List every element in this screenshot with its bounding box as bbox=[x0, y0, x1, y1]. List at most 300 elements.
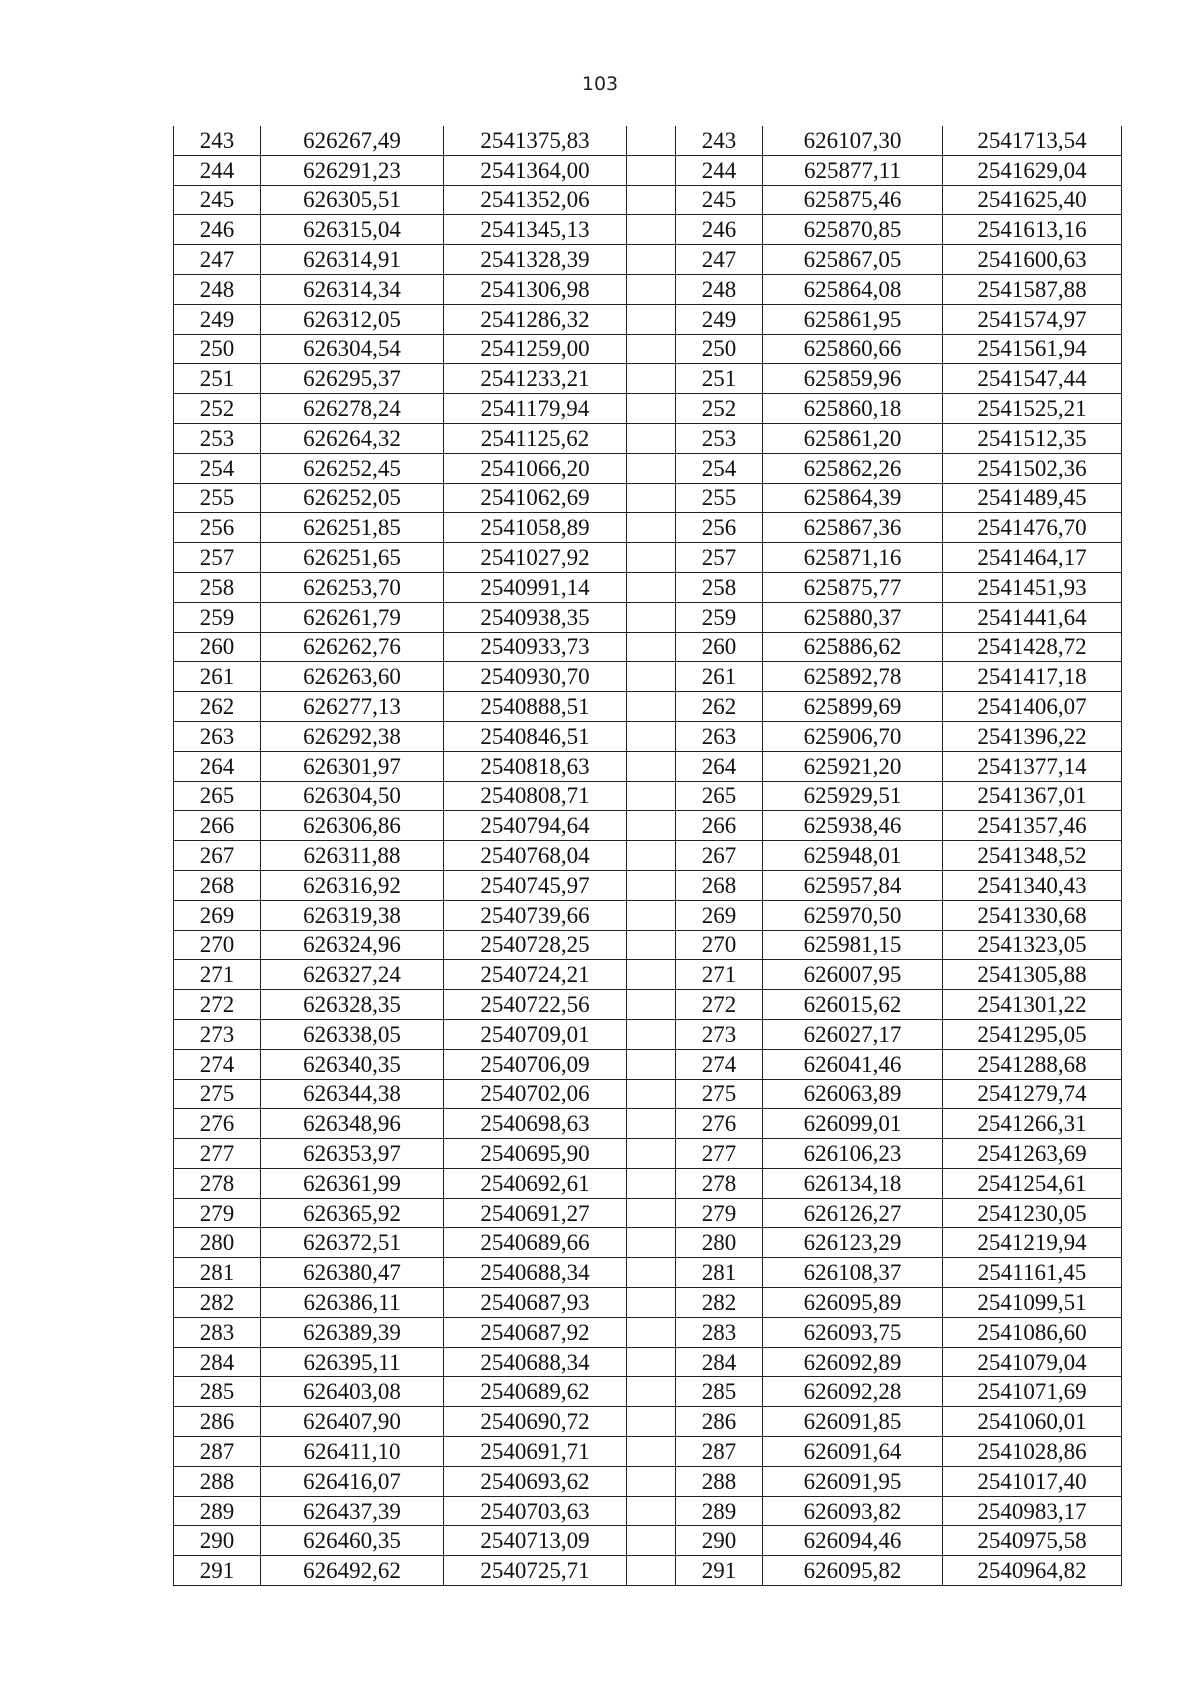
y-coordinate-cell: 2541476,70 bbox=[943, 513, 1122, 543]
table-row bbox=[174, 513, 1122, 543]
x-coordinate-cell: 625861,95 bbox=[763, 304, 943, 334]
point-number-cell: 270 bbox=[676, 930, 763, 960]
x-coordinate-cell: 625886,62 bbox=[763, 632, 943, 662]
x-coordinate-cell: 625929,51 bbox=[763, 781, 943, 811]
point-number-cell: 263 bbox=[676, 721, 763, 751]
y-coordinate-cell: 2541028,86 bbox=[943, 1437, 1122, 1467]
y-coordinate-cell: 2540768,04 bbox=[444, 841, 627, 871]
table-row bbox=[174, 930, 1122, 960]
spacer-cell bbox=[627, 811, 676, 841]
y-coordinate-cell: 2541713,54 bbox=[943, 126, 1122, 155]
point-number-cell: 282 bbox=[174, 1288, 261, 1318]
y-coordinate-cell: 2541306,98 bbox=[444, 274, 627, 304]
x-coordinate-cell: 626492,62 bbox=[261, 1556, 444, 1586]
table-row bbox=[174, 751, 1122, 781]
x-coordinate-cell: 626365,92 bbox=[261, 1198, 444, 1228]
x-coordinate-cell: 626292,38 bbox=[261, 721, 444, 751]
table-row bbox=[174, 721, 1122, 751]
table-row bbox=[174, 543, 1122, 573]
table-row bbox=[174, 274, 1122, 304]
y-coordinate-cell: 2541489,45 bbox=[943, 483, 1122, 513]
y-coordinate-cell: 2541377,14 bbox=[943, 751, 1122, 781]
y-coordinate-cell: 2541547,44 bbox=[943, 364, 1122, 394]
point-number-cell: 285 bbox=[174, 1377, 261, 1407]
table-row bbox=[174, 1377, 1122, 1407]
spacer-cell bbox=[627, 543, 676, 573]
point-number-cell: 255 bbox=[174, 483, 261, 513]
y-coordinate-cell: 2541348,52 bbox=[943, 841, 1122, 871]
point-number-cell: 283 bbox=[174, 1317, 261, 1347]
y-coordinate-cell: 2541417,18 bbox=[943, 662, 1122, 692]
spacer-cell bbox=[627, 334, 676, 364]
y-coordinate-cell: 2540702,06 bbox=[444, 1079, 627, 1109]
table-row bbox=[174, 1407, 1122, 1437]
point-number-cell: 249 bbox=[174, 304, 261, 334]
y-coordinate-cell: 2541295,05 bbox=[943, 1019, 1122, 1049]
x-coordinate-cell: 626091,85 bbox=[763, 1407, 943, 1437]
x-coordinate-cell: 626324,96 bbox=[261, 930, 444, 960]
y-coordinate-cell: 2541600,63 bbox=[943, 245, 1122, 275]
x-coordinate-cell: 625862,26 bbox=[763, 453, 943, 483]
table-row bbox=[174, 602, 1122, 632]
point-number-cell: 278 bbox=[174, 1168, 261, 1198]
y-coordinate-cell: 2541027,92 bbox=[444, 543, 627, 573]
point-number-cell: 245 bbox=[174, 185, 261, 215]
x-coordinate-cell: 625921,20 bbox=[763, 751, 943, 781]
point-number-cell: 288 bbox=[676, 1466, 763, 1496]
y-coordinate-cell: 2541230,05 bbox=[943, 1198, 1122, 1228]
point-number-cell: 256 bbox=[676, 513, 763, 543]
point-number-cell: 247 bbox=[676, 245, 763, 275]
x-coordinate-cell: 625867,05 bbox=[763, 245, 943, 275]
point-number-cell: 243 bbox=[676, 126, 763, 155]
point-number-cell: 253 bbox=[676, 423, 763, 453]
y-coordinate-cell: 2541451,93 bbox=[943, 572, 1122, 602]
x-coordinate-cell: 626328,35 bbox=[261, 990, 444, 1020]
y-coordinate-cell: 2540933,73 bbox=[444, 632, 627, 662]
point-number-cell: 282 bbox=[676, 1288, 763, 1318]
y-coordinate-cell: 2541330,68 bbox=[943, 900, 1122, 930]
point-number-cell: 272 bbox=[174, 990, 261, 1020]
y-coordinate-cell: 2540888,51 bbox=[444, 692, 627, 722]
point-number-cell: 254 bbox=[174, 453, 261, 483]
point-number-cell: 252 bbox=[676, 394, 763, 424]
y-coordinate-cell: 2541352,06 bbox=[444, 185, 627, 215]
point-number-cell: 253 bbox=[174, 423, 261, 453]
x-coordinate-cell: 626094,46 bbox=[763, 1526, 943, 1556]
x-coordinate-cell: 626340,35 bbox=[261, 1049, 444, 1079]
spacer-cell bbox=[627, 304, 676, 334]
spacer-cell bbox=[627, 245, 676, 275]
spacer-cell bbox=[627, 453, 676, 483]
point-number-cell: 251 bbox=[676, 364, 763, 394]
x-coordinate-cell: 625957,84 bbox=[763, 870, 943, 900]
y-coordinate-cell: 2540794,64 bbox=[444, 811, 627, 841]
y-coordinate-cell: 2541233,21 bbox=[444, 364, 627, 394]
point-number-cell: 273 bbox=[676, 1019, 763, 1049]
spacer-cell bbox=[627, 900, 676, 930]
x-coordinate-cell: 626407,90 bbox=[261, 1407, 444, 1437]
x-coordinate-cell: 625875,46 bbox=[763, 185, 943, 215]
y-coordinate-cell: 2541396,22 bbox=[943, 721, 1122, 751]
spacer-cell bbox=[627, 870, 676, 900]
x-coordinate-cell: 625899,69 bbox=[763, 692, 943, 722]
x-coordinate-cell: 626093,75 bbox=[763, 1317, 943, 1347]
point-number-cell: 260 bbox=[174, 632, 261, 662]
y-coordinate-cell: 2540689,62 bbox=[444, 1377, 627, 1407]
point-number-cell: 280 bbox=[676, 1228, 763, 1258]
spacer-cell bbox=[627, 662, 676, 692]
y-coordinate-cell: 2541328,39 bbox=[444, 245, 627, 275]
x-coordinate-cell: 626361,99 bbox=[261, 1168, 444, 1198]
x-coordinate-cell: 626041,46 bbox=[763, 1049, 943, 1079]
y-coordinate-cell: 2541062,69 bbox=[444, 483, 627, 513]
table-row bbox=[174, 1437, 1122, 1467]
x-coordinate-cell: 625864,39 bbox=[763, 483, 943, 513]
spacer-cell bbox=[627, 126, 676, 155]
y-coordinate-cell: 2541625,40 bbox=[943, 185, 1122, 215]
x-coordinate-cell: 626264,32 bbox=[261, 423, 444, 453]
point-number-cell: 268 bbox=[174, 870, 261, 900]
y-coordinate-cell: 2541161,45 bbox=[943, 1258, 1122, 1288]
x-coordinate-cell: 626305,51 bbox=[261, 185, 444, 215]
x-coordinate-cell: 626437,39 bbox=[261, 1496, 444, 1526]
x-coordinate-cell: 626251,85 bbox=[261, 513, 444, 543]
point-number-cell: 259 bbox=[174, 602, 261, 632]
table-row bbox=[174, 1317, 1122, 1347]
point-number-cell: 267 bbox=[676, 841, 763, 871]
point-number-cell: 269 bbox=[174, 900, 261, 930]
table-row bbox=[174, 1466, 1122, 1496]
table-row bbox=[174, 126, 1122, 155]
point-number-cell: 283 bbox=[676, 1317, 763, 1347]
point-number-cell: 290 bbox=[174, 1526, 261, 1556]
spacer-cell bbox=[627, 572, 676, 602]
x-coordinate-cell: 626027,17 bbox=[763, 1019, 943, 1049]
table-row bbox=[174, 1496, 1122, 1526]
y-coordinate-cell: 2540728,25 bbox=[444, 930, 627, 960]
point-number-cell: 290 bbox=[676, 1526, 763, 1556]
spacer-cell bbox=[627, 1049, 676, 1079]
point-number-cell: 276 bbox=[174, 1109, 261, 1139]
y-coordinate-cell: 2541367,01 bbox=[943, 781, 1122, 811]
y-coordinate-cell: 2540975,58 bbox=[943, 1526, 1122, 1556]
y-coordinate-cell: 2541406,07 bbox=[943, 692, 1122, 722]
point-number-cell: 270 bbox=[174, 930, 261, 960]
spacer-cell bbox=[627, 960, 676, 990]
x-coordinate-cell: 626092,28 bbox=[763, 1377, 943, 1407]
x-coordinate-cell: 626312,05 bbox=[261, 304, 444, 334]
y-coordinate-cell: 2540724,21 bbox=[444, 960, 627, 990]
x-coordinate-cell: 625861,20 bbox=[763, 423, 943, 453]
point-number-cell: 277 bbox=[676, 1139, 763, 1169]
point-number-cell: 258 bbox=[676, 572, 763, 602]
spacer-cell bbox=[627, 990, 676, 1020]
spacer-cell bbox=[627, 1347, 676, 1377]
y-coordinate-cell: 2540808,71 bbox=[444, 781, 627, 811]
point-number-cell: 246 bbox=[676, 215, 763, 245]
spacer-cell bbox=[627, 215, 676, 245]
point-number-cell: 261 bbox=[174, 662, 261, 692]
table-row bbox=[174, 841, 1122, 871]
point-number-cell: 275 bbox=[676, 1079, 763, 1109]
point-number-cell: 255 bbox=[676, 483, 763, 513]
point-number-cell: 250 bbox=[676, 334, 763, 364]
y-coordinate-cell: 2541502,36 bbox=[943, 453, 1122, 483]
x-coordinate-cell: 626316,92 bbox=[261, 870, 444, 900]
point-number-cell: 288 bbox=[174, 1466, 261, 1496]
point-number-cell: 254 bbox=[676, 453, 763, 483]
y-coordinate-cell: 2541086,60 bbox=[943, 1317, 1122, 1347]
point-number-cell: 266 bbox=[676, 811, 763, 841]
table-row bbox=[174, 692, 1122, 722]
point-number-cell: 264 bbox=[174, 751, 261, 781]
x-coordinate-cell: 626093,82 bbox=[763, 1496, 943, 1526]
y-coordinate-cell: 2540687,93 bbox=[444, 1288, 627, 1318]
x-coordinate-cell: 626095,89 bbox=[763, 1288, 943, 1318]
table-row bbox=[174, 960, 1122, 990]
y-coordinate-cell: 2541017,40 bbox=[943, 1466, 1122, 1496]
point-number-cell: 263 bbox=[174, 721, 261, 751]
spacer-cell bbox=[627, 1079, 676, 1109]
spacer-cell bbox=[627, 1496, 676, 1526]
y-coordinate-cell: 2541301,22 bbox=[943, 990, 1122, 1020]
x-coordinate-cell: 626126,27 bbox=[763, 1198, 943, 1228]
y-coordinate-cell: 2541323,05 bbox=[943, 930, 1122, 960]
point-number-cell: 291 bbox=[676, 1556, 763, 1586]
table-row bbox=[174, 1019, 1122, 1049]
y-coordinate-cell: 2541266,31 bbox=[943, 1109, 1122, 1139]
x-coordinate-cell: 626091,95 bbox=[763, 1466, 943, 1496]
x-coordinate-cell: 626251,65 bbox=[261, 543, 444, 573]
table-row bbox=[174, 453, 1122, 483]
spacer-cell bbox=[627, 781, 676, 811]
x-coordinate-cell: 626344,38 bbox=[261, 1079, 444, 1109]
y-coordinate-cell: 2541259,00 bbox=[444, 334, 627, 364]
point-number-cell: 284 bbox=[174, 1347, 261, 1377]
point-number-cell: 279 bbox=[174, 1198, 261, 1228]
table-row bbox=[174, 870, 1122, 900]
spacer-cell bbox=[627, 1019, 676, 1049]
x-coordinate-cell: 626134,18 bbox=[763, 1168, 943, 1198]
point-number-cell: 246 bbox=[174, 215, 261, 245]
x-coordinate-cell: 625867,36 bbox=[763, 513, 943, 543]
spacer-cell bbox=[627, 602, 676, 632]
y-coordinate-cell: 2541428,72 bbox=[943, 632, 1122, 662]
x-coordinate-cell: 626315,04 bbox=[261, 215, 444, 245]
point-number-cell: 271 bbox=[676, 960, 763, 990]
y-coordinate-cell: 2540818,63 bbox=[444, 751, 627, 781]
point-number-cell: 277 bbox=[174, 1139, 261, 1169]
x-coordinate-cell: 626108,37 bbox=[763, 1258, 943, 1288]
y-coordinate-cell: 2541099,51 bbox=[943, 1288, 1122, 1318]
table-row bbox=[174, 394, 1122, 424]
spacer-cell bbox=[627, 185, 676, 215]
x-coordinate-cell: 626252,05 bbox=[261, 483, 444, 513]
spacer-cell bbox=[627, 513, 676, 543]
point-number-cell: 266 bbox=[174, 811, 261, 841]
table-row bbox=[174, 1347, 1122, 1377]
x-coordinate-cell: 626092,89 bbox=[763, 1347, 943, 1377]
spacer-cell bbox=[627, 274, 676, 304]
point-number-cell: 265 bbox=[676, 781, 763, 811]
y-coordinate-cell: 2541125,62 bbox=[444, 423, 627, 453]
x-coordinate-cell: 626267,49 bbox=[261, 126, 444, 155]
y-coordinate-cell: 2541079,04 bbox=[943, 1347, 1122, 1377]
y-coordinate-cell: 2540706,09 bbox=[444, 1049, 627, 1079]
spacer-cell bbox=[627, 1466, 676, 1496]
spacer-cell bbox=[627, 721, 676, 751]
x-coordinate-cell: 626252,45 bbox=[261, 453, 444, 483]
x-coordinate-cell: 625877,11 bbox=[763, 155, 943, 185]
table-row bbox=[174, 662, 1122, 692]
point-number-cell: 244 bbox=[174, 155, 261, 185]
x-coordinate-cell: 626403,08 bbox=[261, 1377, 444, 1407]
point-number-cell: 284 bbox=[676, 1347, 763, 1377]
y-coordinate-cell: 2541254,61 bbox=[943, 1168, 1122, 1198]
spacer-cell bbox=[627, 483, 676, 513]
y-coordinate-cell: 2540695,90 bbox=[444, 1139, 627, 1169]
table-row bbox=[174, 781, 1122, 811]
x-coordinate-cell: 626291,23 bbox=[261, 155, 444, 185]
point-number-cell: 256 bbox=[174, 513, 261, 543]
x-coordinate-cell: 626278,24 bbox=[261, 394, 444, 424]
x-coordinate-cell: 626261,79 bbox=[261, 602, 444, 632]
point-number-cell: 281 bbox=[174, 1258, 261, 1288]
x-coordinate-cell: 625859,96 bbox=[763, 364, 943, 394]
x-coordinate-cell: 625981,15 bbox=[763, 930, 943, 960]
point-number-cell: 286 bbox=[174, 1407, 261, 1437]
x-coordinate-cell: 626338,05 bbox=[261, 1019, 444, 1049]
point-number-cell: 275 bbox=[174, 1079, 261, 1109]
y-coordinate-cell: 2540688,34 bbox=[444, 1347, 627, 1377]
point-number-cell: 289 bbox=[676, 1496, 763, 1526]
x-coordinate-cell: 626314,91 bbox=[261, 245, 444, 275]
x-coordinate-cell: 625892,78 bbox=[763, 662, 943, 692]
x-coordinate-cell: 626295,37 bbox=[261, 364, 444, 394]
table-row bbox=[174, 483, 1122, 513]
x-coordinate-cell: 625880,37 bbox=[763, 602, 943, 632]
point-number-cell: 281 bbox=[676, 1258, 763, 1288]
y-coordinate-cell: 2541613,16 bbox=[943, 215, 1122, 245]
point-number-cell: 271 bbox=[174, 960, 261, 990]
table-row bbox=[174, 900, 1122, 930]
table-row bbox=[174, 1288, 1122, 1318]
y-coordinate-cell: 2540983,17 bbox=[943, 1496, 1122, 1526]
x-coordinate-cell: 626262,76 bbox=[261, 632, 444, 662]
point-number-cell: 249 bbox=[676, 304, 763, 334]
table-row bbox=[174, 1198, 1122, 1228]
spacer-cell bbox=[627, 394, 676, 424]
point-number-cell: 248 bbox=[174, 274, 261, 304]
y-coordinate-cell: 2540688,34 bbox=[444, 1258, 627, 1288]
table-row bbox=[174, 1556, 1122, 1586]
y-coordinate-cell: 2540709,01 bbox=[444, 1019, 627, 1049]
point-number-cell: 269 bbox=[676, 900, 763, 930]
y-coordinate-cell: 2541066,20 bbox=[444, 453, 627, 483]
spacer-cell bbox=[627, 1377, 676, 1407]
x-coordinate-cell: 626301,97 bbox=[261, 751, 444, 781]
x-coordinate-cell: 625875,77 bbox=[763, 572, 943, 602]
spacer-cell bbox=[627, 1526, 676, 1556]
spacer-cell bbox=[627, 1139, 676, 1169]
x-coordinate-cell: 626304,50 bbox=[261, 781, 444, 811]
y-coordinate-cell: 2540692,61 bbox=[444, 1168, 627, 1198]
x-coordinate-cell: 626386,11 bbox=[261, 1288, 444, 1318]
x-coordinate-cell: 626372,51 bbox=[261, 1228, 444, 1258]
x-coordinate-cell: 625860,66 bbox=[763, 334, 943, 364]
x-coordinate-cell: 625948,01 bbox=[763, 841, 943, 871]
point-number-cell: 267 bbox=[174, 841, 261, 871]
y-coordinate-cell: 2541071,69 bbox=[943, 1377, 1122, 1407]
point-number-cell: 286 bbox=[676, 1407, 763, 1437]
spacer-cell bbox=[627, 692, 676, 722]
y-coordinate-cell: 2540703,63 bbox=[444, 1496, 627, 1526]
y-coordinate-cell: 2540991,14 bbox=[444, 572, 627, 602]
y-coordinate-cell: 2541441,64 bbox=[943, 602, 1122, 632]
y-coordinate-cell: 2541512,35 bbox=[943, 423, 1122, 453]
x-coordinate-cell: 626123,29 bbox=[763, 1228, 943, 1258]
point-number-cell: 264 bbox=[676, 751, 763, 781]
spacer-cell bbox=[627, 632, 676, 662]
spacer-cell bbox=[627, 155, 676, 185]
table-row bbox=[174, 304, 1122, 334]
point-number-cell: 248 bbox=[676, 274, 763, 304]
table-row bbox=[174, 334, 1122, 364]
x-coordinate-cell: 626395,11 bbox=[261, 1347, 444, 1377]
point-number-cell: 272 bbox=[676, 990, 763, 1020]
spacer-cell bbox=[627, 1556, 676, 1586]
y-coordinate-cell: 2540689,66 bbox=[444, 1228, 627, 1258]
y-coordinate-cell: 2540722,56 bbox=[444, 990, 627, 1020]
spacer-cell bbox=[627, 1407, 676, 1437]
x-coordinate-cell: 626306,86 bbox=[261, 811, 444, 841]
y-coordinate-cell: 2541286,32 bbox=[444, 304, 627, 334]
spacer-cell bbox=[627, 1109, 676, 1139]
table-row bbox=[174, 155, 1122, 185]
spacer-cell bbox=[627, 930, 676, 960]
y-coordinate-cell: 2540693,62 bbox=[444, 1466, 627, 1496]
point-number-cell: 265 bbox=[174, 781, 261, 811]
y-coordinate-cell: 2541561,94 bbox=[943, 334, 1122, 364]
point-number-cell: 291 bbox=[174, 1556, 261, 1586]
x-coordinate-cell: 625864,08 bbox=[763, 274, 943, 304]
y-coordinate-cell: 2540691,27 bbox=[444, 1198, 627, 1228]
coordinates-table-body bbox=[174, 126, 1122, 1586]
x-coordinate-cell: 626353,97 bbox=[261, 1139, 444, 1169]
point-number-cell: 251 bbox=[174, 364, 261, 394]
point-number-cell: 257 bbox=[676, 543, 763, 573]
y-coordinate-cell: 2540690,72 bbox=[444, 1407, 627, 1437]
x-coordinate-cell: 626304,54 bbox=[261, 334, 444, 364]
x-coordinate-cell: 625906,70 bbox=[763, 721, 943, 751]
y-coordinate-cell: 2541345,13 bbox=[444, 215, 627, 245]
point-number-cell: 289 bbox=[174, 1496, 261, 1526]
point-number-cell: 257 bbox=[174, 543, 261, 573]
spacer-cell bbox=[627, 364, 676, 394]
spacer-cell bbox=[627, 1228, 676, 1258]
y-coordinate-cell: 2540846,51 bbox=[444, 721, 627, 751]
y-coordinate-cell: 2541364,00 bbox=[444, 155, 627, 185]
point-number-cell: 258 bbox=[174, 572, 261, 602]
x-coordinate-cell: 626015,62 bbox=[763, 990, 943, 1020]
x-coordinate-cell: 626416,07 bbox=[261, 1466, 444, 1496]
x-coordinate-cell: 626107,30 bbox=[763, 126, 943, 155]
x-coordinate-cell: 626319,38 bbox=[261, 900, 444, 930]
point-number-cell: 268 bbox=[676, 870, 763, 900]
y-coordinate-cell: 2541574,97 bbox=[943, 304, 1122, 334]
table-row bbox=[174, 1526, 1122, 1556]
